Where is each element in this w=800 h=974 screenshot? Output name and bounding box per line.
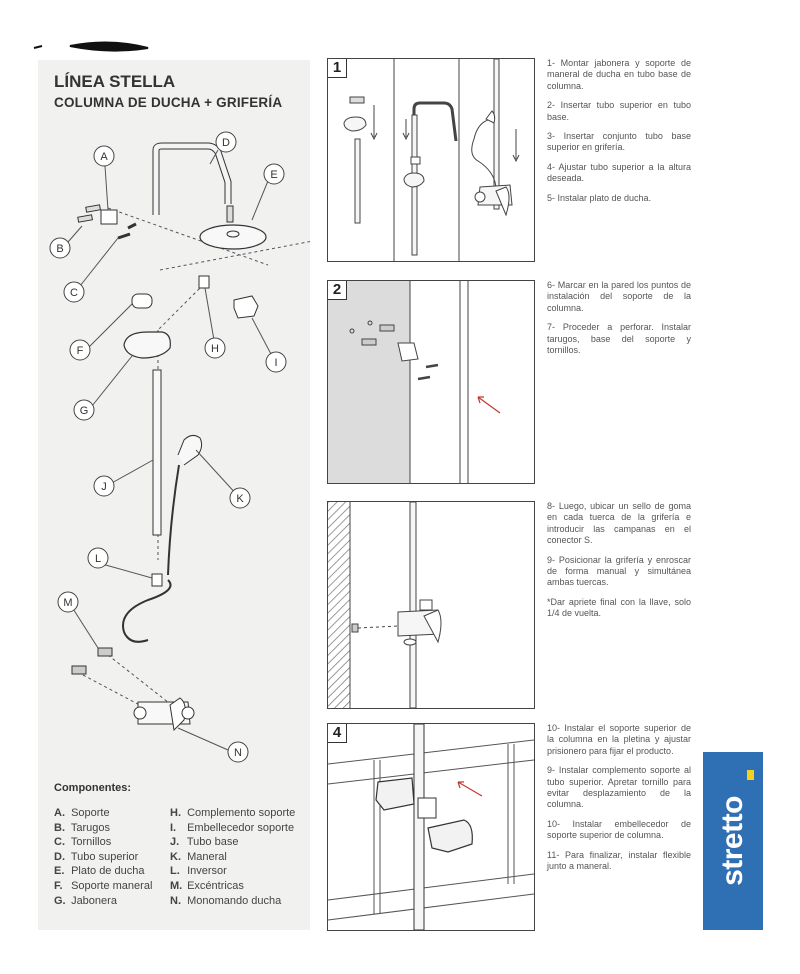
svg-text:F: F [76, 345, 84, 357]
instruction-text: 9- Instalar complemento soporte al tubo superior. Apretar tornillo para evitar desplazamiento de la columna. [547, 765, 691, 810]
svg-text:A: A [100, 151, 108, 163]
svg-text:C: C [70, 287, 78, 299]
callout-a [94, 146, 114, 166]
instruction-text: 7- Proceder a perforar. Instalar tarugos, base del soporte y tornillos. [547, 322, 691, 356]
callout-f [70, 340, 90, 360]
component-item: M. Excéntricas [170, 879, 244, 892]
instruction-text: 10- Instalar embellecedor de soporte superior de columna. [547, 818, 691, 841]
page-title: LÍNEA STELLA [54, 72, 176, 91]
component-item: E. Plato de ducha [54, 865, 145, 878]
step-1-panel [327, 58, 535, 262]
callout-g [74, 400, 94, 420]
instruction-text: 11- Para finalizar, instalar flexible junto a maneral. [547, 849, 691, 872]
brush-stroke-decoration [30, 36, 160, 56]
instruction-text: 3- Insertar conjunto tubo base superior en grifería. [547, 131, 691, 153]
component-item: A. Soporte [54, 807, 110, 819]
callout-d [216, 132, 236, 152]
exploded-diagram [38, 120, 310, 770]
step-3-illustration [328, 502, 534, 708]
callout-n [228, 742, 248, 762]
step-3-instructions [547, 501, 691, 628]
instruction-text: 2- Insertar tubo superior en tubo base. [547, 100, 691, 122]
logo-accent-bar [747, 770, 754, 780]
step-2-panel [327, 280, 535, 484]
callout-c [64, 282, 84, 302]
component-item: C. Tornillos [54, 836, 112, 849]
step-1-instructions [547, 58, 691, 212]
instruction-text: 10- Instalar el soporte superior de la columna en la pletina y ajustar prisionero para fijar el producto. [547, 723, 691, 756]
component-item: B. Tarugos [54, 821, 110, 834]
component-item: I. Embellecedor soporte [170, 821, 295, 834]
svg-text:G: G [79, 405, 89, 417]
components-title: Componentes: [54, 782, 131, 794]
callout-m [58, 592, 78, 612]
instruction-text: 4- Ajustar tubo superior a la altura deseada. [547, 161, 691, 184]
step-2-instructions [547, 280, 691, 364]
callout-e [264, 164, 284, 184]
callout-k [230, 488, 250, 508]
component-item: J. Tubo base [170, 836, 239, 849]
instruction-text: 1- Montar jabonera y soporte de maneral de ducha en tubo base de columna. [547, 58, 691, 91]
component-item: K. Maneral [170, 850, 227, 863]
svg-text:J: J [101, 481, 107, 493]
component-item: N. Monomando ducha [170, 894, 282, 907]
instruction-text: *Dar apriete final con la llave, solo 1/4 de vuelta. [547, 596, 691, 619]
step-1-number: 1 [327, 58, 347, 78]
svg-text:L: L [94, 553, 102, 565]
callout-j [94, 476, 114, 496]
component-item: L. Inversor [170, 865, 227, 878]
step-3-panel [327, 501, 535, 709]
support-part [101, 210, 117, 224]
component-item: G. Jabonera [54, 894, 117, 907]
stretto-logo [703, 752, 763, 930]
instruction-text: 5- Instalar plato de ducha. [547, 192, 652, 203]
svg-text:K: K [236, 493, 244, 505]
components-list-col1 [54, 806, 152, 908]
step-2-illustration [328, 281, 534, 483]
instruction-text: 6- Marcar en la pared los puntos de instalación del soporte de la columna. [547, 280, 691, 313]
components-list-col2 [170, 806, 295, 908]
callout-b [50, 238, 70, 258]
step-4-number: 4 [327, 723, 347, 743]
component-item: F. Soporte maneral [54, 879, 153, 892]
svg-text:D: D [222, 137, 230, 149]
instruction-text: 8- Luego, ubicar un sello de goma en cada tuerca de la grifería e introducir las campanas en el conector S. [547, 501, 691, 546]
svg-text:H: H [211, 343, 219, 355]
step-2-number: 2 [327, 280, 347, 300]
svg-text:N: N [234, 747, 242, 759]
instruction-text: 9- Posicionar la grifería y enroscar de forma manual y simultánea ambas tuercas. [547, 554, 691, 588]
callout-l [88, 548, 108, 568]
svg-text:I: I [274, 357, 278, 369]
component-item: D. Tubo superior [54, 850, 139, 863]
callout-i [266, 352, 286, 372]
step-1-illustration [328, 59, 534, 261]
step-4-instructions [547, 723, 691, 880]
step-4-panel [327, 723, 535, 931]
svg-text:B: B [56, 243, 64, 255]
page-subtitle: COLUMNA DE DUCHA + GRIFERÍA [54, 95, 283, 110]
svg-text:E: E [270, 169, 278, 181]
logo-text: stretto [716, 796, 749, 886]
component-item: H. Complemento soporte [170, 807, 296, 819]
step-4-illustration [328, 724, 534, 930]
svg-text:M: M [63, 597, 73, 609]
callout-h [205, 338, 225, 358]
